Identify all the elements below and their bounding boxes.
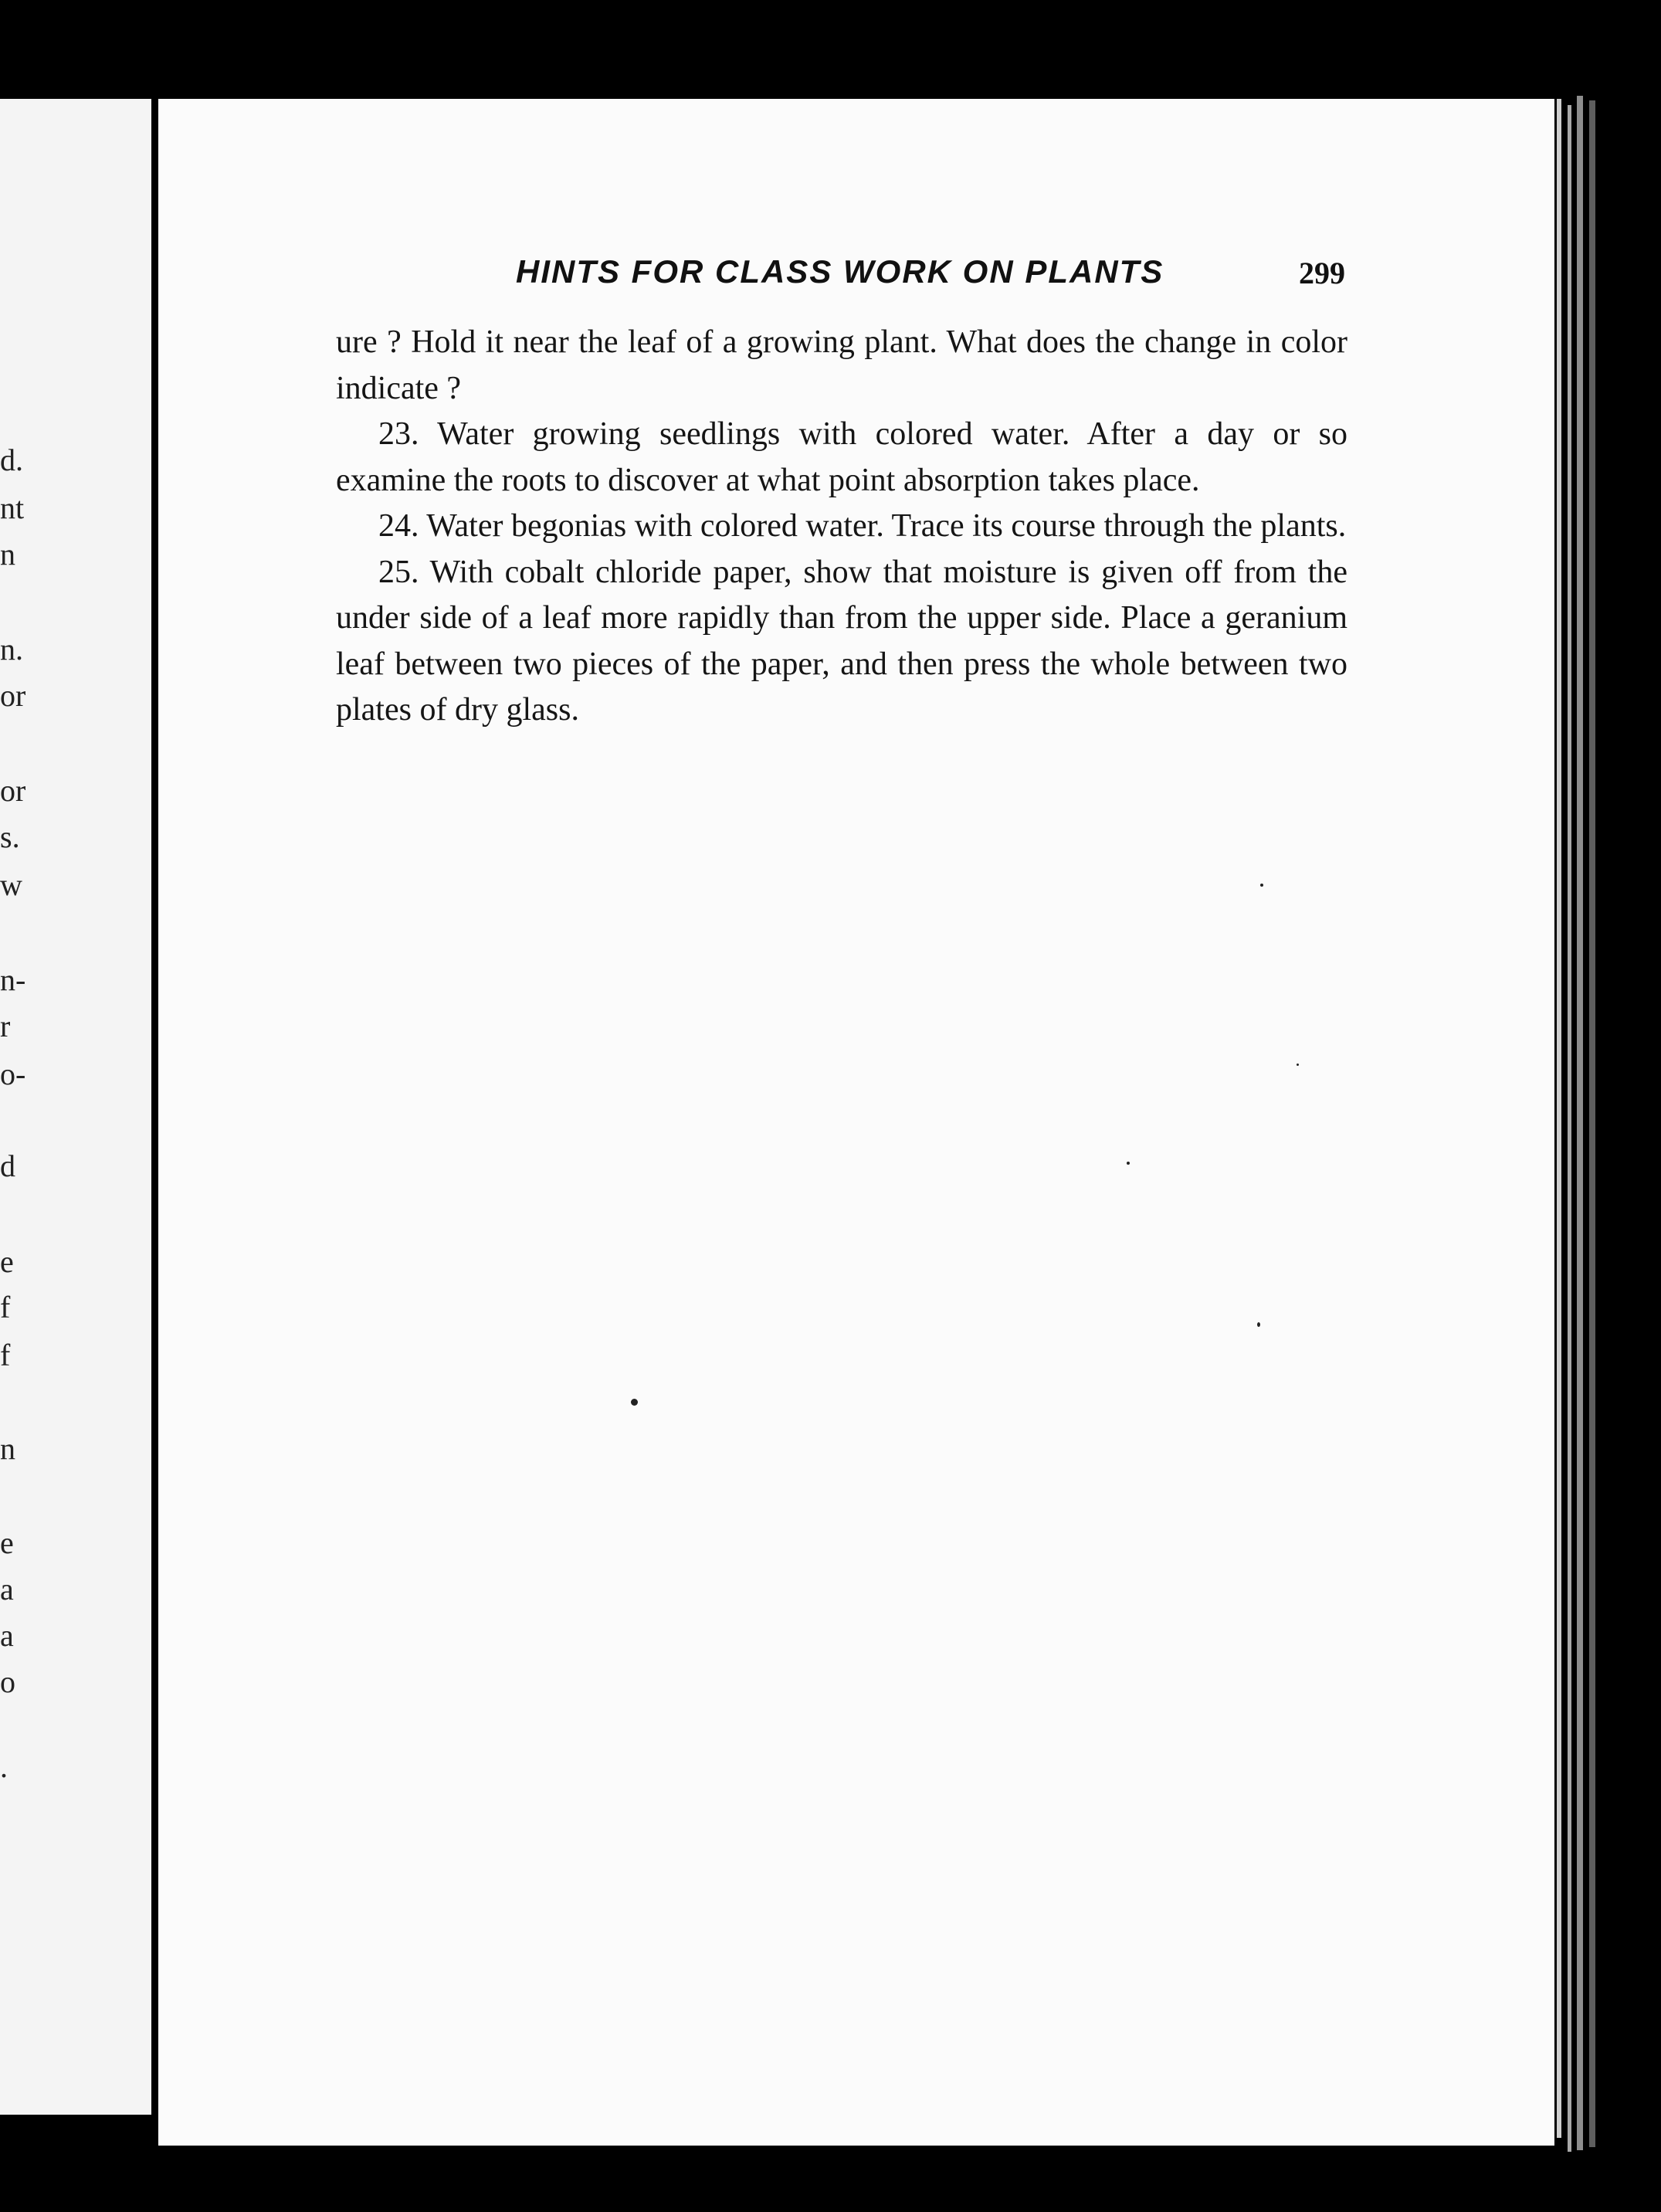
facing-line-ending: a — [0, 1618, 14, 1653]
page-edge — [1577, 96, 1583, 2150]
facing-line-ending: f — [0, 1338, 11, 1372]
facing-line-ending: e — [0, 1525, 14, 1560]
scan-speck — [1297, 1064, 1299, 1066]
facing-line-ending: d — [0, 1148, 15, 1183]
scan-speck — [631, 1399, 638, 1406]
scan-speck — [1127, 1162, 1130, 1165]
facing-line-ending: e — [0, 1244, 14, 1279]
facing-line-ending: n. — [0, 632, 23, 667]
facing-line-ending: r — [0, 1009, 11, 1043]
running-title: HINTS FOR CLASS WORK ON PLANTS — [516, 253, 1164, 290]
facing-line-ending: w — [0, 867, 22, 902]
facing-line-ending: or — [0, 773, 26, 808]
paragraph-continuation: ure ? Hold it near the leaf of a growing plant. What does the change in color indicate ? — [336, 324, 1347, 406]
paragraph-item-24: 24. Water begonias with colored water. Trace its course through the plants. — [378, 508, 1347, 544]
page-number: 299 — [1299, 256, 1345, 290]
paragraph-item-23: 23. Water growing seedlings with colored water. After a day or so examine the roots to discover at what point absorption takes place. — [336, 416, 1347, 498]
facing-line-ending: o- — [0, 1057, 26, 1091]
page-edge — [1589, 100, 1595, 2147]
page-edge — [1557, 99, 1561, 2138]
body-text — [336, 320, 1347, 734]
book-page — [158, 99, 1554, 2146]
page-edge — [1568, 105, 1571, 2152]
facing-line-ending: o — [0, 1664, 15, 1699]
facing-line-ending: n — [0, 1431, 15, 1466]
facing-line-ending: s. — [0, 819, 20, 854]
facing-page — [0, 99, 151, 2115]
page-header — [158, 253, 1554, 300]
facing-line-ending: nt — [0, 490, 25, 525]
facing-line-ending: a — [0, 1572, 14, 1606]
facing-line-ending: d. — [0, 443, 23, 477]
facing-line-ending: n — [0, 537, 15, 572]
facing-line-ending: n- — [0, 962, 26, 997]
scan-speck — [1257, 1322, 1260, 1327]
facing-line-ending: f — [0, 1290, 11, 1325]
facing-line-ending: . — [0, 1749, 8, 1784]
paragraph-item-25: 25. With cobalt chloride paper, show that moisture is given off from the under side of a leaf more rapidly than from the upper side. Place a geranium leaf between two pieces of the paper, and then press the whole between two plates of dry glass. — [336, 554, 1347, 728]
facing-line-ending: or — [0, 678, 26, 713]
scan-speck — [1260, 884, 1263, 887]
